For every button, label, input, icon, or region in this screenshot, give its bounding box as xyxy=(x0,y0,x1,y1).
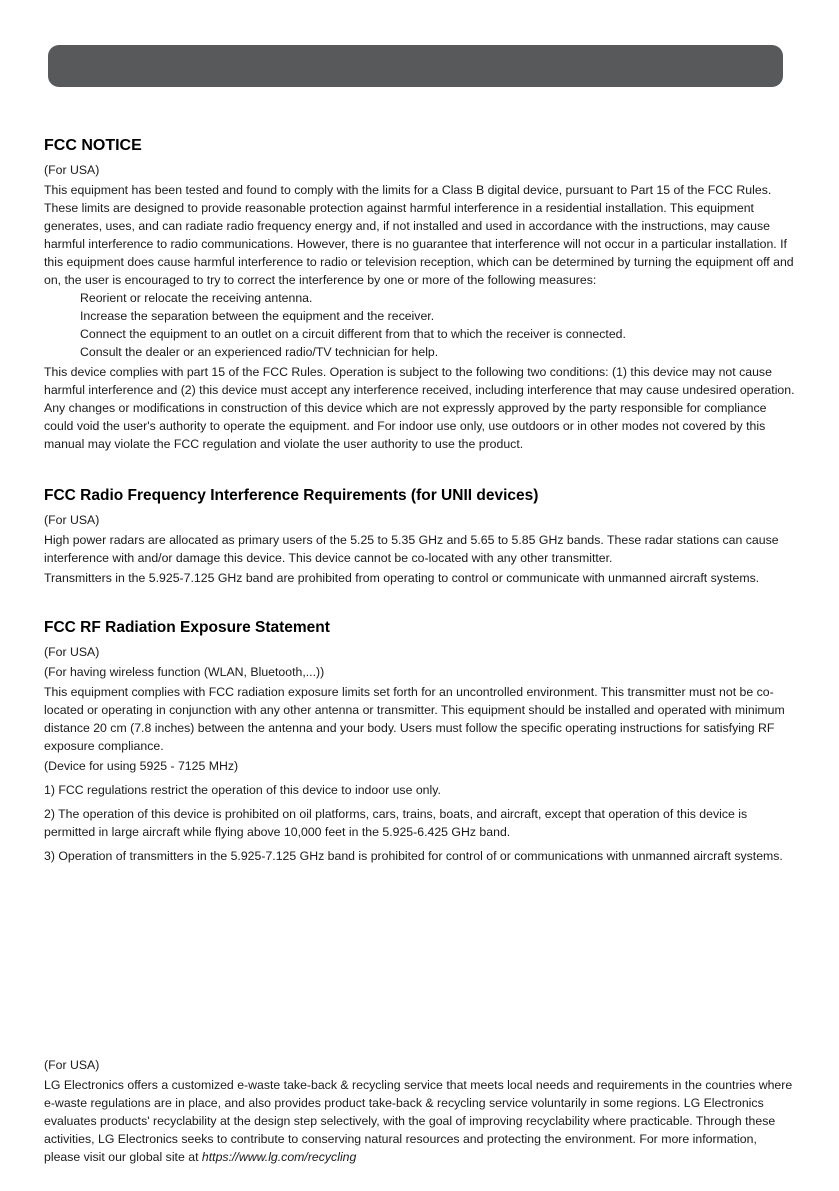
recycling-link[interactable]: https://www.lg.com/recycling xyxy=(201,1150,357,1164)
section-rf-exposure xyxy=(44,619,796,865)
rf-exposure-body: This equipment complies with FCC radiation exposure limits set forth for an uncontrolled environment. This transmitter must not be co-located or operating in conjunction with any other antenna or transmitter. This equipment should be installed and operated with minimum distance 20 cm (7.8 inches) between the antenna and your body. Users must follow the specific operating instructions for satisfying RF exposure compliance. xyxy=(44,685,785,753)
rf-exposure-rule: 1) FCC regulations restrict the operation of this device to indoor use only. xyxy=(44,783,441,797)
rf-exposure-wireless-note: (For having wireless function (WLAN, Bluetooth,...)) xyxy=(44,665,325,679)
fcc-notice-for-usa: (For USA) xyxy=(44,163,100,177)
unii-transmitters: Transmitters in the 5.925-7.125 GHz band are prohibited from operating to control or communicate with unmanned aircraft systems. xyxy=(44,571,760,585)
recycling-body-text: LG Electronics offers a customized e-waste take-back & recycling service that meets local needs and requirements in the countries where e-waste regulations are in place, and also provides product take-back & recycling service voluntarily in some regions. LG Electronics evaluates products' recyclability at the design step selectively, with the goal of improving recyclability where practicable. Through these activities, LG Electronics seeks to contribute to conserving natural resources and protecting the environment. For more information, please visit our global site at xyxy=(44,1078,793,1164)
fcc-notice-intro: This equipment has been tested and found to comply with the limits for a Class B digital device, pursuant to Part 15 of the FCC Rules. These limits are designed to provide reasonable protection against harmful interference in a residential installation. This equipment generates, uses, and can radiate radio frequency energy and, if not installed and used in accordance with the instructions, may cause harmful interference to radio communications. However, there is no guarantee that interference will not occur in a particular installation. If this equipment does cause harmful interference to radio or television reception, which can be determined by turning the equipment off and on, the user is encouraged to try to correct the interference by one or more of the following measures: xyxy=(44,183,794,287)
unii-for-usa: (For USA) xyxy=(44,513,100,527)
fcc-notice-heading: FCC NOTICE xyxy=(44,137,142,154)
section-fcc-notice xyxy=(44,137,796,453)
measure-item: Consult the dealer or an experienced radio/TV technician for help. xyxy=(80,345,439,359)
vertical-spacer xyxy=(44,865,796,1050)
rf-exposure-for-usa: (For USA) xyxy=(44,645,100,659)
measure-item: Reorient or relocate the receiving antenna. xyxy=(80,291,313,305)
rf-exposure-rule: 3) Operation of transmitters in the 5.925-7.125 GHz band is prohibited for control of or communications with unmanned aircraft systems. xyxy=(44,849,783,863)
measure-item: Increase the separation between the equipment and the receiver. xyxy=(80,309,435,323)
recycling-for-usa: (For USA) xyxy=(44,1058,100,1072)
document-content xyxy=(44,0,796,1166)
section-recycling xyxy=(44,1056,796,1166)
unii-heading: FCC Radio Frequency Interference Requirements (for UNII devices) xyxy=(44,487,539,504)
recycling-body xyxy=(44,1076,796,1166)
fcc-notice-compliance: This device complies with part 15 of the FCC Rules. Operation is subject to the following two conditions: (1) this device may not cause harmful interference and (2) this device must accept any interference received, including interference that may cause undesired operation. Any changes or modifications in construction of this device which are not expressly approved by the party responsible for compliance could void the user's authority to operate the equipment. and For indoor use only, use outdoors or in other modes not covered by this manual may violate the FCC regulation and violate the user authority to use the product. xyxy=(44,365,795,451)
fcc-notice-measures-list xyxy=(80,289,796,361)
rf-exposure-heading: FCC RF Radiation Exposure Statement xyxy=(44,619,330,636)
rf-exposure-device-note: (Device for using 5925 - 7125 MHz) xyxy=(44,759,239,773)
section-unii xyxy=(44,487,796,587)
rf-exposure-rule: 2) The operation of this device is prohibited on oil platforms, cars, trains, boats, and aircraft, except that operation of this device is permitted in large aircraft while flying above 10,000 feet in the 5.925-6.425 GHz band. xyxy=(44,807,748,839)
unii-body: High power radars are allocated as primary users of the 5.25 to 5.35 GHz and 5.65 to 5.85 GHz bands. These radar stations can cause interference with and/or damage this device. This device cannot be co-located with any other transmitter. xyxy=(44,533,779,565)
measure-item: Connect the equipment to an outlet on a circuit different from that to which the receiver is connected. xyxy=(80,327,626,341)
